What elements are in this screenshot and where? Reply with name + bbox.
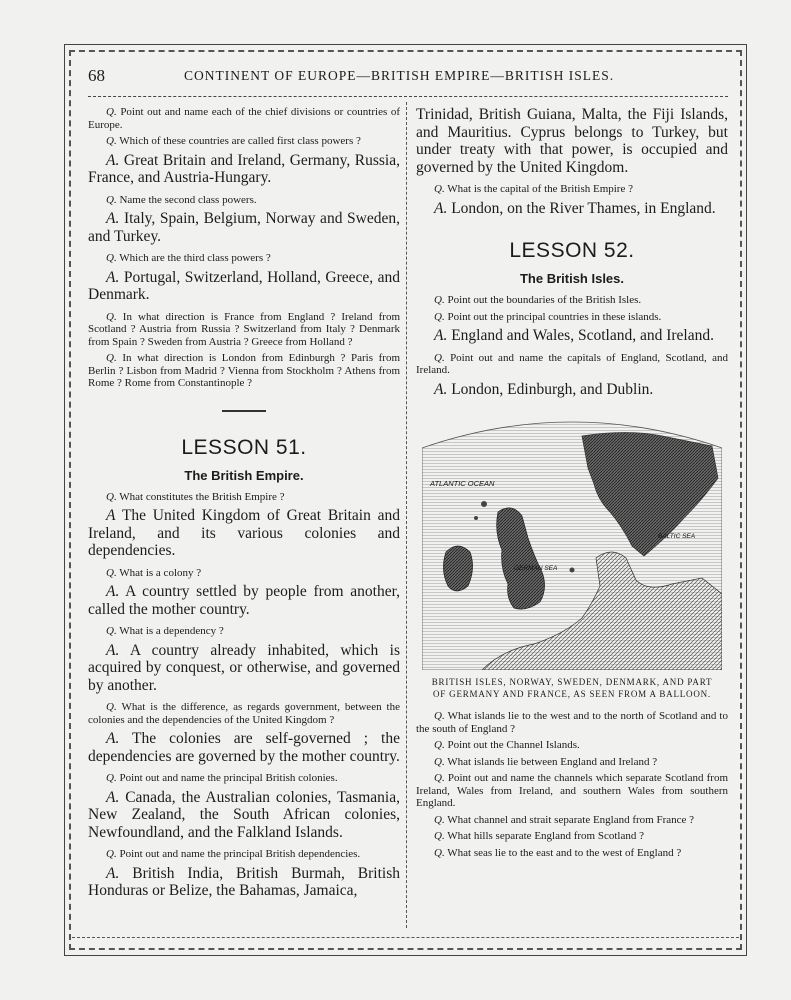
question: Q. Which of these countries are called first class powers ? (106, 135, 361, 147)
running-title: CONTINENT OF EUROPE—BRITISH EMPIRE—BRITISH ISLES. (184, 68, 615, 83)
question: Q. Point out and name the capitals of England, Scotland, and Ireland. (416, 351, 728, 376)
footer-rule (72, 937, 739, 938)
answer: A. A country already inhabited, which is acquired by conquest, or otherwise, and governed by another. (88, 641, 400, 694)
answer: A. London, on the River Thames, in England. (434, 199, 716, 217)
question: Q. What is a dependency ? (106, 625, 224, 637)
answer: A. A country settled by people from another, called the mother country. (88, 583, 400, 618)
answer: A. England and Wales, Scotland, and Ireland. (434, 327, 714, 344)
answer: A The United Kingdom of Great Britain and Ireland, and its various colonies and dependencies. (88, 507, 400, 559)
answer: A. The colonies are self-governed ; the dependencies are governed by the mother country. (88, 730, 400, 765)
page-header (88, 66, 728, 90)
question: Q. Point out the boundaries of the British Isles. (434, 294, 642, 306)
question: Q. What hills separate England from Scotland ? (434, 830, 644, 842)
map-caption-line-1: BRITISH ISLES, NORWAY, SWEDEN, DENMARK, AND PART (431, 677, 713, 687)
column-divider (406, 102, 407, 928)
question: Q. What channel and strait separate England from France ? (434, 813, 695, 826)
lesson-title: LESSON 51. (181, 435, 307, 459)
header-rule (88, 96, 728, 97)
question: Q. Point out the principal countries in these islands. (434, 310, 662, 323)
balloon-view-map-illustration (422, 408, 722, 670)
question: Q. Point out and name the channels which separate Scotland from Ireland, Wales from Ireland, and southern Wales from southern England. (416, 772, 729, 809)
lesson-subtitle: The British Empire. (184, 467, 304, 483)
question: Q. Name the second class powers. (106, 193, 257, 206)
answer-continuation: Trinidad, British Guiana, Malta, the Fiji Islands, and Mauritius. Cyprus belongs to Turkey, but under treaty with that power, is occupied and governed by the United Kingdom. (416, 106, 728, 176)
label-atlantic-ocean: ATLANTIC OCEAN (430, 479, 495, 488)
question: Q. What is the difference, as regards government, between the colonies and the dependencies of the United Kingdom ? (88, 701, 400, 726)
left-column (88, 106, 400, 907)
question: Q. What constitutes the British Empire ? (106, 490, 285, 503)
question: Q. Point out and name the principal British dependencies. (106, 848, 361, 860)
question: Q. In what direction is London from Edinburgh ? Paris from Berlin ? Lisbon from Madrid ? Vienna from Stockholm ? Athens from Rome ? Rome from Constantinople ? (88, 352, 400, 389)
answer: A. Canada, the Australian colonies, Tasmania, New Zealand, the South African colonies, Newfoundland, and the Falkland Islands. (88, 788, 400, 841)
answer: A. London, Edinburgh, and Dublin. (434, 380, 654, 398)
answer: A. Portugal, Switzerland, Holland, Greece, and Denmark. (88, 268, 401, 303)
answer: A. Great Britain and Ireland, Germany, Russia, France, and Austria-Hungary. (88, 151, 400, 186)
answer: A. Italy, Spain, Belgium, Norway and Sweden, and Turkey. (88, 210, 401, 245)
question: Q. What islands lie between England and Ireland ? (434, 755, 658, 768)
right-column (416, 106, 728, 863)
question: Q. What islands lie to the west and to the north of Scotland and to the south of England ? (416, 710, 728, 735)
label-baltic-sea: BALTIC SEA (658, 533, 696, 540)
question: Q. In what direction is France from England ? Ireland from Scotland ? Austria from Russia ? Switzerland from Italy ? Denmark from Spain ? Sweden from Austria ? Greece from Holland ? (88, 310, 400, 348)
lesson-title: LESSON 52. (509, 239, 635, 262)
map-caption (416, 676, 728, 700)
question: Q. What is a colony ? (106, 566, 202, 579)
lesson-subtitle: The British Isles. (519, 271, 625, 286)
question: Q. What is the capital of the British Empire ? (434, 183, 633, 195)
label-german-sea: GERMAN SEA (514, 565, 558, 572)
question: Q. Which are the third class powers ? (106, 252, 271, 264)
map-caption-line-2: OF GERMANY AND FRANCE, AS SEEN FROM A BALLOON. (432, 689, 711, 699)
answer: A. British India, British Burmah, British Honduras or Belize, the Bahamas, Jamaica, (88, 864, 400, 899)
page-number: 68 (88, 66, 105, 85)
question: Q. Point out and name the principal British colonies. (106, 772, 338, 784)
question: Q. Point out and name each of the chief divisions or countries of Europe. (88, 106, 400, 131)
question: Q. Point out the Channel Islands. (434, 739, 580, 751)
section-separator (222, 410, 266, 412)
question: Q. What seas lie to the east and to the west of England ? (434, 846, 682, 859)
